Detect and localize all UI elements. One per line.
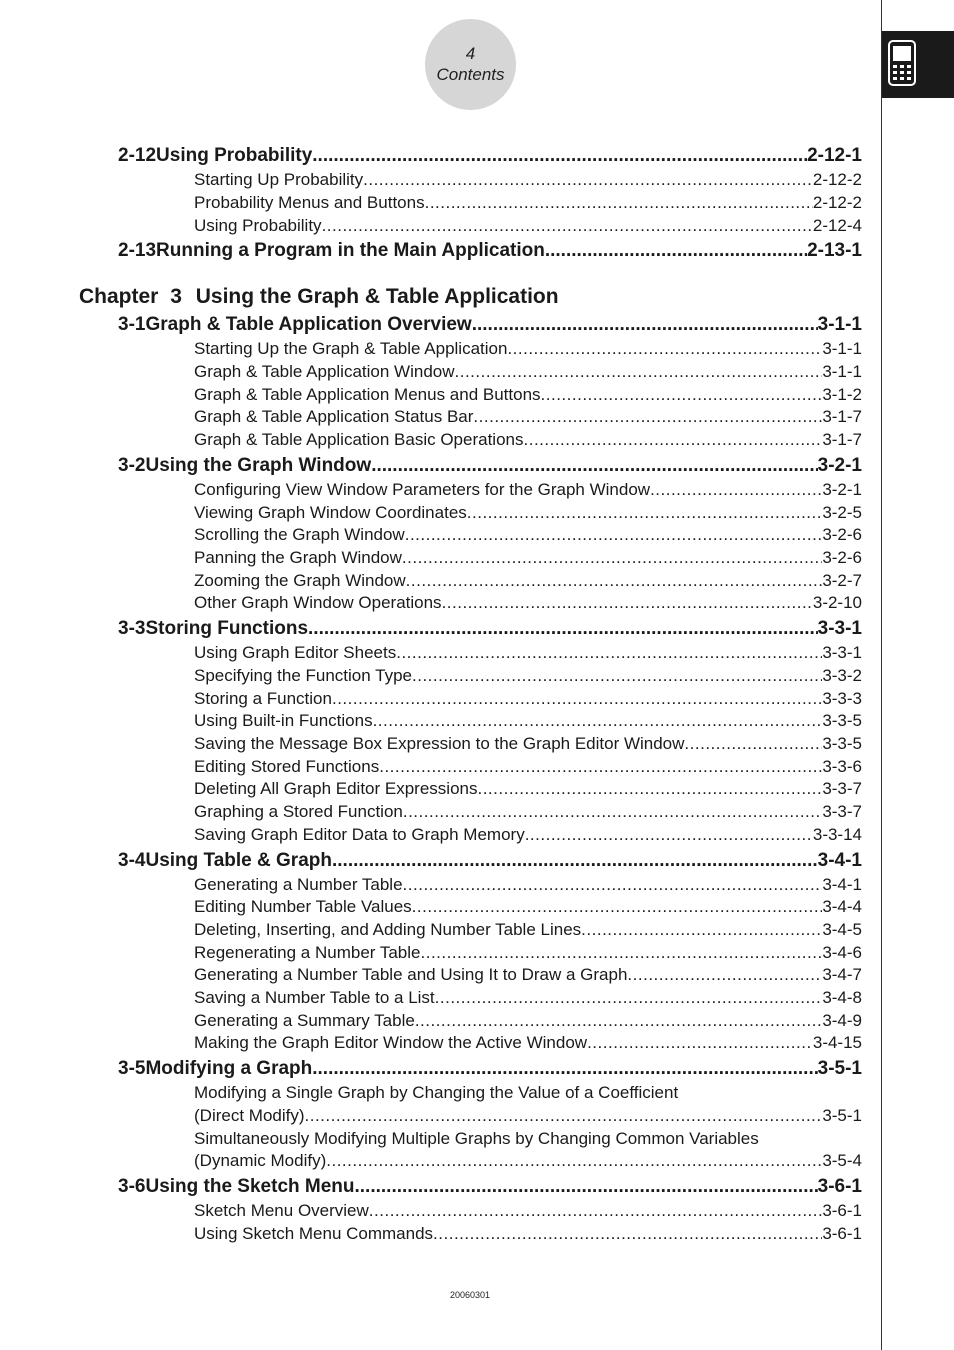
toc-leader-dots: [412, 897, 823, 917]
toc-page-number: 3-3-1: [817, 618, 862, 639]
toc-entry-title: Panning the Graph Window: [194, 548, 402, 567]
toc-page-number: 3-2-6: [822, 548, 862, 567]
toc-page-number: 3-4-4: [822, 897, 862, 916]
toc-page-number: 3-5-1: [822, 1106, 862, 1125]
toc-page-number: 3-1-1: [822, 362, 862, 381]
toc-page-number: 3-4-1: [822, 875, 862, 894]
toc-page-number: 3-1-1: [822, 339, 862, 358]
toc-subsection-entry[interactable]: [194, 503, 862, 523]
toc-entry-title: Making the Graph Editor Window the Active Window: [194, 1033, 588, 1052]
toc-leader-dots: [396, 643, 822, 663]
toc-page-number: 3-6-1: [817, 1176, 862, 1197]
toc-subsection-entry[interactable]: [194, 1033, 862, 1053]
toc-subsection-entry[interactable]: [194, 1011, 862, 1031]
toc-subsection-entry[interactable]: [194, 1151, 862, 1171]
toc-page-number: 3-4-5: [822, 920, 862, 939]
toc-leader-dots: [308, 618, 818, 640]
toc-subsection-entry[interactable]: [194, 525, 862, 545]
toc-leader-dots: [415, 1011, 823, 1031]
toc-section-entry[interactable]: [118, 618, 862, 640]
chapter-number: 3: [170, 285, 182, 308]
toc-leader-dots: [371, 455, 817, 477]
toc-leader-dots: [433, 1224, 822, 1244]
toc-entry-title: Zooming the Graph Window: [194, 571, 406, 590]
toc-leader-dots: [541, 385, 823, 405]
toc-leader-dots: [455, 362, 823, 382]
toc-leader-dots: [507, 339, 822, 359]
toc-page-number: 2-12-2: [812, 193, 862, 212]
page-section-label: Contents: [436, 65, 505, 84]
toc-subsection-entry[interactable]: [194, 875, 862, 895]
toc-entry-title: Scrolling the Graph Window: [194, 525, 405, 544]
toc-subsection-entry[interactable]: [194, 193, 862, 213]
toc-leader-dots: [402, 548, 822, 568]
toc-subsection-entry[interactable]: [194, 480, 862, 500]
toc-page-number: 3-5-1: [817, 1058, 862, 1079]
toc-entry-title: Sketch Menu Overview: [194, 1201, 369, 1220]
toc-section-number: 3-6: [118, 1176, 146, 1197]
toc-subsection-entry[interactable]: [194, 711, 862, 731]
toc-subsection-entry[interactable]: [194, 988, 862, 1008]
toc-entry-title: Graph & Table Application Basic Operations: [194, 430, 524, 449]
toc-page-number: 3-3-7: [822, 802, 862, 821]
toc-entry-title: (Direct Modify): [194, 1106, 305, 1125]
toc-entry-title: Saving a Number Table to a List: [194, 988, 435, 1007]
toc-subsection-entry[interactable]: [194, 779, 862, 799]
toc-entry-title: Graph & Table Application Status Bar: [194, 407, 474, 426]
toc-page-number: 3-2-1: [817, 455, 862, 476]
toc-entry-title: Modifying a Graph: [145, 1058, 313, 1079]
toc-entry-title: Deleting All Graph Editor Expressions: [194, 779, 478, 798]
toc-leader-dots: [379, 757, 822, 777]
toc-leader-dots: [467, 503, 823, 523]
toc-leader-dots: [373, 711, 823, 731]
toc-subsection-entry[interactable]: [194, 362, 862, 382]
toc-entry-title: Generating a Number Table: [194, 875, 403, 894]
toc-entry-title: Saving the Message Box Expression to the Graph Editor Window: [194, 734, 685, 753]
toc-leader-dots: [425, 193, 813, 213]
toc-page-number: 3-2-5: [822, 503, 862, 522]
toc-leader-dots: [524, 430, 823, 450]
toc-page-number: 3-4-1: [817, 850, 862, 871]
toc-entry-title: Using the Graph Window: [145, 455, 372, 476]
toc-page-number: 3-3-2: [822, 666, 862, 685]
toc-section-entry[interactable]: [118, 314, 862, 336]
toc-entry-title: Graph & Table Application Overview: [145, 314, 472, 335]
toc-leader-dots: [545, 240, 807, 262]
toc-section-entry[interactable]: [118, 1176, 862, 1198]
toc-page-number: 3-1-7: [822, 407, 862, 426]
toc-page-number: 3-4-9: [822, 1011, 862, 1030]
toc-subsection-entry[interactable]: [194, 216, 862, 236]
toc-leader-dots: [332, 850, 818, 872]
toc-section-entry[interactable]: [118, 1058, 862, 1080]
toc-section-number: 2-12: [118, 145, 157, 166]
toc-entry-title: Using Built-in Functions: [194, 711, 373, 730]
toc-page-number: 2-12-4: [812, 216, 862, 235]
toc-entry-title: Storing Functions: [145, 618, 309, 639]
toc-page-number: 3-3-6: [822, 757, 862, 776]
toc-leader-dots: [477, 779, 822, 799]
toc-subsection-entry[interactable]: [194, 1106, 862, 1126]
toc-page-number: 3-3-5: [822, 711, 862, 730]
toc-leader-dots: [403, 875, 823, 895]
toc-subsection-entry[interactable]: [194, 1129, 862, 1149]
toc-subsection-entry[interactable]: [194, 825, 862, 845]
toc-section-number: 3-4: [118, 850, 146, 871]
toc-leader-dots: [627, 965, 822, 985]
toc-section-number: 2-13: [118, 240, 157, 261]
toc-page-number: 3-4-8: [822, 988, 862, 1007]
toc-subsection-entry[interactable]: [194, 1083, 862, 1103]
toc-leader-dots: [684, 734, 822, 754]
toc-leader-dots: [412, 666, 822, 686]
toc-subsection-entry[interactable]: [194, 643, 862, 663]
toc-leader-dots: [406, 571, 823, 591]
toc-section-entry[interactable]: [118, 240, 862, 262]
chapter-prefix: Chapter: [79, 285, 159, 308]
toc-leader-dots: [363, 170, 813, 190]
toc-entry-title: Using Probability: [194, 216, 322, 235]
page-number: 4: [465, 44, 476, 63]
toc-leader-dots: [332, 689, 822, 709]
chapter-title: Using the Graph & Table Application: [195, 285, 559, 308]
toc-entry-title: Graph & Table Application Menus and Buttons: [194, 385, 541, 404]
toc-page-number: 3-4-7: [822, 965, 862, 984]
toc-entry-title: Running a Program in the Main Application: [156, 240, 545, 261]
toc-leader-dots: [312, 1058, 817, 1080]
toc-entry-title: Generating a Summary Table: [194, 1011, 415, 1030]
toc-entry-title: Using the Sketch Menu: [145, 1176, 355, 1197]
toc-section-entry[interactable]: [118, 850, 862, 872]
toc-entry-title: Editing Number Table Values: [194, 897, 412, 916]
toc-page-number: 3-3-3: [822, 689, 862, 708]
toc-leader-dots: [369, 1201, 823, 1221]
toc-section-number: 3-1: [118, 314, 146, 335]
toc-section-entry[interactable]: [118, 145, 862, 167]
toc-entry-title: Editing Stored Functions: [194, 757, 380, 776]
toc-leader-dots: [405, 525, 823, 545]
toc-page-number: 3-3-14: [812, 825, 862, 844]
toc-subsection-entry[interactable]: [194, 1201, 862, 1221]
toc-page-number: 3-5-4: [822, 1151, 862, 1170]
toc-entry-title: Probability Menus and Buttons: [194, 193, 425, 212]
toc-subsection-entry[interactable]: [194, 548, 862, 568]
toc-leader-dots: [581, 920, 822, 940]
toc-section-entry[interactable]: [118, 455, 862, 477]
toc-leader-dots: [322, 216, 813, 236]
toc-page-number: 3-2-6: [822, 525, 862, 544]
footer-code: 20060301: [449, 1290, 491, 1300]
toc-subsection-entry[interactable]: [194, 920, 862, 940]
toc-page-number: 3-6-1: [822, 1201, 862, 1220]
toc-leader-dots: [525, 825, 813, 845]
toc-leader-dots: [312, 145, 807, 167]
toc-entry-title: Saving Graph Editor Data to Graph Memory: [194, 825, 525, 844]
toc-page-number: 3-3-7: [822, 779, 862, 798]
toc-subsection-entry[interactable]: [194, 897, 862, 917]
toc-entry-title: Starting Up Probability: [194, 170, 364, 189]
toc-entry-title: Specifying the Function Type: [194, 666, 412, 685]
toc-page-number: 3-4-15: [812, 1033, 862, 1052]
toc-subsection-entry[interactable]: [194, 689, 862, 709]
toc-section-number: 3-3: [118, 618, 146, 639]
toc-leader-dots: [473, 407, 822, 427]
toc-subsection-entry[interactable]: [194, 965, 862, 985]
toc-subsection-entry[interactable]: [194, 407, 862, 427]
toc-entry-title: Starting Up the Graph & Table Application: [194, 339, 508, 358]
toc-subsection-entry[interactable]: [194, 430, 862, 450]
toc-section-number: 3-5: [118, 1058, 146, 1079]
toc-entry-title: Modifying a Single Graph by Changing the Value of a Coefficient: [194, 1083, 679, 1102]
toc-leader-dots: [472, 314, 818, 336]
toc-leader-dots: [355, 1176, 818, 1198]
toc-entry-title: Graph & Table Application Window: [194, 362, 455, 381]
toc-entry-title: Using Table & Graph: [145, 850, 332, 871]
toc-entry-title: Using Probability: [156, 145, 313, 166]
toc-page-number: 3-2-10: [812, 593, 862, 612]
toc-page-number: 3-1-1: [817, 314, 862, 335]
toc-page-number: 2-12-2: [812, 170, 862, 189]
toc-subsection-entry[interactable]: [194, 757, 862, 777]
toc-page-number: 3-3-5: [822, 734, 862, 753]
toc-subsection-entry[interactable]: [194, 385, 862, 405]
toc-page-number: 2-13-1: [807, 240, 862, 261]
toc-subsection-entry[interactable]: [194, 666, 862, 686]
toc-subsection-entry[interactable]: [194, 339, 862, 359]
toc-entry-title: Storing a Function: [194, 689, 332, 708]
toc-page-number: 3-1-7: [822, 430, 862, 449]
toc-entry-title: Simultaneously Modifying Multiple Graphs by Changing Common Variables: [194, 1129, 759, 1148]
toc-subsection-entry[interactable]: [194, 943, 862, 963]
toc-entry-title: Regenerating a Number Table: [194, 943, 421, 962]
toc-page-number: 3-3-1: [822, 643, 862, 662]
toc-entry-title: Generating a Number Table and Using It to Draw a Graph: [194, 965, 628, 984]
toc-leader-dots: [305, 1106, 823, 1126]
toc-page-number: 3-2-7: [822, 571, 862, 590]
toc-entry-title: Viewing Graph Window Coordinates: [194, 503, 467, 522]
toc-leader-dots: [650, 480, 822, 500]
toc-subsection-entry[interactable]: [194, 593, 862, 613]
toc-leader-dots: [587, 1033, 813, 1053]
toc-entry-title: Using Graph Editor Sheets: [194, 643, 397, 662]
toc-leader-dots: [403, 802, 822, 822]
toc-entry-title: Configuring View Window Parameters for the Graph Window: [194, 480, 651, 499]
toc-subsection-entry[interactable]: [194, 734, 862, 754]
toc-section-number: 3-2: [118, 455, 146, 476]
toc-page-number: 2-12-1: [807, 145, 862, 166]
toc-entry-title: (Dynamic Modify): [194, 1151, 327, 1170]
toc-page-number: 3-1-2: [822, 385, 862, 404]
toc-entry-title: Deleting, Inserting, and Adding Number Table Lines: [194, 920, 582, 939]
toc-subsection-entry[interactable]: [194, 170, 862, 190]
toc-leader-dots: [442, 593, 813, 613]
toc-subsection-entry[interactable]: [194, 571, 862, 591]
toc-page-number: 3-4-6: [822, 943, 862, 962]
toc-leader-dots: [435, 988, 823, 1008]
toc-entry-title: Using Sketch Menu Commands: [194, 1224, 434, 1243]
toc-leader-dots: [421, 943, 823, 963]
toc-page-number: 3-2-1: [822, 480, 862, 499]
toc-subsection-entry[interactable]: [194, 1224, 862, 1244]
toc-leader-dots: [326, 1151, 822, 1171]
toc-page-number: 3-6-1: [822, 1224, 862, 1243]
toc-entry-title: Graphing a Stored Function: [194, 802, 403, 821]
toc-entry-title: Other Graph Window Operations: [194, 593, 442, 612]
toc-subsection-entry[interactable]: [194, 802, 862, 822]
